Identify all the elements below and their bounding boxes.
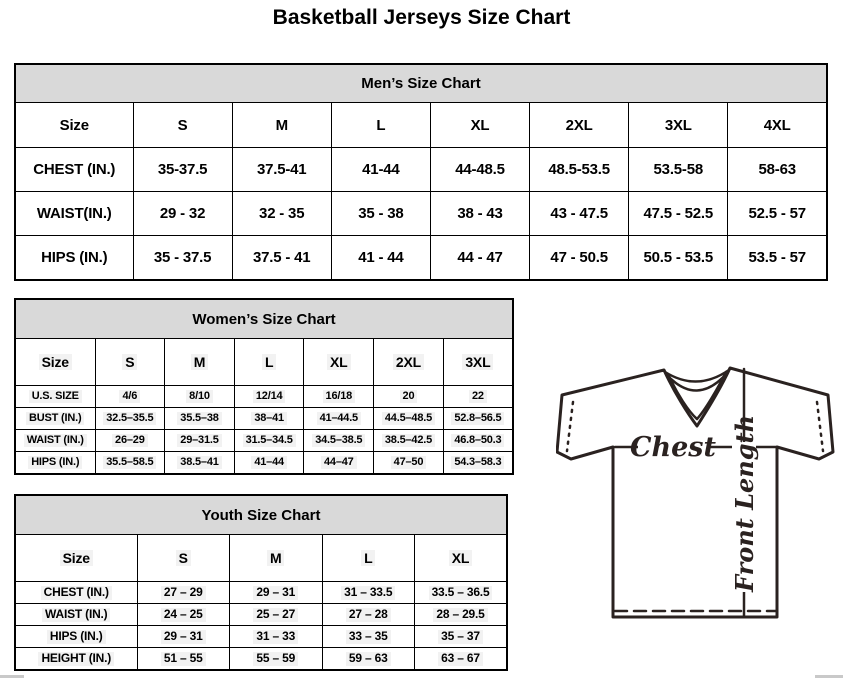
cell-text: 35 - 37.5 [153,249,212,266]
column-header-row [15,103,827,148]
table-title: Youth Size Chart [15,495,507,535]
size-cell [629,148,728,192]
cell-text: 26–29 [112,434,148,447]
cell-text: 29 – 31 [161,630,206,644]
row-label [15,452,95,475]
row-label [15,430,95,452]
size-column-label [15,535,137,582]
cell-text: 20 [400,390,418,403]
cell-text: U.S. SIZE [29,390,82,403]
cell-text: 48.5-53.5 [548,161,610,178]
cell-text: 32.5–35.5 [103,412,156,425]
size-cell [165,408,235,430]
column-header-xl [430,103,529,148]
size-cell [443,386,513,408]
front-length-label: Front Length [730,414,759,592]
size-cell [230,582,323,604]
cell-text: BUST (IN.) [26,412,84,425]
size-cell [443,452,513,475]
size-cell [530,192,629,236]
size-cell [232,192,331,236]
cell-text: 35-37.5 [157,161,208,178]
table-row [15,626,507,648]
cell-text: 41–44.5 [317,412,361,425]
size-cell [728,192,827,236]
size-cell [234,452,304,475]
cell-text: Size [60,550,93,566]
size-cell [530,148,629,192]
cell-text: CHEST (IN.) [33,161,116,178]
cell-text: 35.5–38 [177,412,221,425]
cell-text: 29 – 31 [253,586,298,600]
cell-text: XL [470,116,490,134]
youth-size-chart-table [14,494,508,671]
cell-text: 22 [469,390,487,403]
jersey-measurement-diagram [556,364,838,626]
cell-text: 44-48.5 [455,161,505,178]
size-cell [331,236,430,281]
cell-text: 12/14 [253,390,286,403]
row-label [15,192,133,236]
size-cell [430,148,529,192]
cell-text: 27 – 28 [346,608,391,622]
column-header-row [15,339,513,386]
cell-text: WAIST(IN.) [36,205,112,222]
column-header-l [331,103,430,148]
size-cell [95,408,165,430]
cell-text: 47.5 - 52.5 [643,205,714,222]
cell-text: XL [327,354,351,370]
column-header-l [234,339,304,386]
size-cell [230,626,323,648]
size-cell [95,386,165,408]
size-cell [95,452,165,475]
cell-text: 29 - 32 [159,205,206,222]
cell-text: 3XL [462,354,493,370]
cell-text: 58-63 [758,161,796,178]
size-cell [230,648,323,671]
size-cell [322,648,415,671]
cell-text: 38.5–41 [177,456,221,469]
size-cell [430,192,529,236]
size-cell [133,192,232,236]
cell-text: 31 – 33 [253,630,298,644]
column-header-row [15,535,507,582]
right-cuff-stitch [817,402,823,451]
cell-text: 53.5-58 [653,161,704,178]
size-cell [374,430,444,452]
size-cell [629,236,728,281]
table-title: Women’s Size Chart [15,299,513,339]
size-cell [728,236,827,281]
size-cell [331,192,430,236]
cell-text: 47 - 50.5 [550,249,608,266]
size-cell [374,408,444,430]
table-title: Men’s Size Chart [15,64,827,103]
cell-text: 54.3–58.3 [451,456,504,469]
size-cell [415,582,508,604]
size-cell [629,192,728,236]
cell-text: 51 – 55 [161,652,206,666]
cell-text: 44.5–48.5 [382,412,435,425]
column-header-l [322,535,415,582]
cell-text: 4/6 [119,390,140,403]
cell-text: M [267,550,284,566]
table-row [15,236,827,281]
size-cell [374,386,444,408]
size-cell [415,604,508,626]
size-cell [374,452,444,475]
left-cuff-stitch [567,402,573,451]
cell-text: 37.5 - 41 [253,249,311,266]
size-cell [322,604,415,626]
size-cell [165,430,235,452]
cell-text: 2XL [393,354,424,370]
chest-label: Chest [630,432,716,463]
size-cell [304,408,374,430]
size-cell [165,386,235,408]
cell-text: WAIST (IN.) [24,434,87,447]
cell-text: 38.5–42.5 [382,434,435,447]
row-label [15,582,137,604]
size-cell [530,236,629,281]
cell-text: 32 - 35 [259,205,305,222]
cell-text: L [376,116,386,134]
page-title: Basketball Jerseys Size Chart [272,6,571,29]
table-row [15,148,827,192]
row-label [15,648,137,671]
cell-text: 16/18 [323,390,356,403]
size-column-label [15,103,133,148]
size-cell [133,148,232,192]
cell-text: 28 – 29.5 [433,608,487,622]
cell-text: 33 – 35 [346,630,391,644]
size-cell [232,236,331,281]
size-cell [133,236,232,281]
column-header-s [133,103,232,148]
row-label [15,604,137,626]
cell-text: 2XL [565,116,593,134]
size-cell [232,148,331,192]
size-cell [415,626,508,648]
cell-text: Size [39,354,72,370]
column-header-m [232,103,331,148]
cell-text: 43 - 47.5 [550,205,608,222]
column-header-m [165,339,235,386]
cell-text: L [361,550,375,566]
cell-text: 25 – 27 [253,608,298,622]
cell-text: 41-44 [362,161,400,178]
size-cell [137,582,230,604]
cell-text: XL [449,550,473,566]
column-header-2xl [374,339,444,386]
jersey-outline-path [557,368,833,617]
row-label [15,148,133,192]
cell-text: 35 - 38 [358,205,404,222]
column-header-m [230,535,323,582]
size-cell [234,430,304,452]
cell-text: 3XL [664,116,692,134]
table-title-row [15,64,827,103]
size-cell [234,408,304,430]
cell-text: 47–50 [391,456,427,469]
cell-text: S [177,116,188,134]
cell-text: M [275,116,288,134]
table-title-row [15,495,507,535]
size-cell [443,408,513,430]
table-row [15,408,513,430]
size-cell [430,236,529,281]
column-header-xl [304,339,374,386]
size-cell [322,626,415,648]
cell-text: 24 – 25 [161,608,206,622]
cell-text: 63 – 67 [438,652,483,666]
column-header-3xl [629,103,728,148]
cell-text: 34.5–38.5 [312,434,365,447]
cell-text: S [176,550,191,566]
cell-text: 50.5 - 53.5 [643,249,714,266]
column-header-2xl [530,103,629,148]
row-label [15,236,133,281]
cell-text: 52.5 - 57 [748,205,806,222]
cell-text: 8/10 [186,390,213,403]
scrollbar-fragment-left[interactable] [0,675,24,678]
cell-text: WAIST (IN.) [42,608,110,622]
cell-text: 27 – 29 [161,586,206,600]
table-row [15,604,507,626]
row-label [15,408,95,430]
column-header-xl [415,535,508,582]
cell-text: M [191,354,208,370]
cell-text: 4XL [763,116,791,134]
cell-text: 52.8–56.5 [451,412,504,425]
cell-text: 44 - 47 [457,249,503,266]
cell-text: 55 – 59 [253,652,298,666]
table-row [15,648,507,671]
size-cell [234,386,304,408]
cell-text: 41–44 [251,456,287,469]
table-title-row [15,299,513,339]
size-cell [322,582,415,604]
cell-text: Size [59,116,89,134]
size-cell [137,626,230,648]
size-cell [304,430,374,452]
cell-text: 53.5 - 57 [748,249,806,266]
row-label [15,386,95,408]
cell-text: 59 – 63 [346,652,391,666]
cell-text: CHEST (IN.) [41,586,112,600]
cell-text: HEIGHT (IN.) [38,652,114,666]
size-cell [304,386,374,408]
cell-text: 35.5–58.5 [103,456,156,469]
mens-size-chart-table [14,63,828,281]
size-column-label [15,339,95,386]
column-header-4xl [728,103,827,148]
cell-text: 46.8–50.3 [451,434,504,447]
size-cell [137,604,230,626]
size-cell [230,604,323,626]
scrollbar-fragment-right[interactable] [815,675,843,678]
row-label [15,626,137,648]
table-row [15,192,827,236]
size-cell [415,648,508,671]
cell-text: 29–31.5 [177,434,221,447]
table-row [15,386,513,408]
table-row [15,582,507,604]
cell-text: 38 - 43 [457,205,503,222]
cell-text: L [262,354,276,370]
cell-text: HIPS (IN.) [47,630,106,644]
column-header-s [137,535,230,582]
cell-text: HIPS (IN.) [41,249,108,266]
size-cell [165,452,235,475]
cell-text: 41 - 44 [358,249,404,266]
table-row [15,430,513,452]
cell-text: 35 – 37 [438,630,483,644]
womens-size-chart-table [14,298,514,475]
size-cell [728,148,827,192]
column-header-3xl [443,339,513,386]
size-cell [95,430,165,452]
cell-text: 31.5–34.5 [243,434,296,447]
column-header-s [95,339,165,386]
size-cell [137,648,230,671]
size-cell [304,452,374,475]
size-cell [443,430,513,452]
cell-text: 38–41 [251,412,287,425]
cell-text: 31 – 33.5 [341,586,395,600]
table-row [15,452,513,475]
cell-text: 44–47 [321,456,357,469]
size-cell [331,148,430,192]
cell-text: HIPS (IN.) [28,456,82,469]
cell-text: 33.5 – 36.5 [429,586,493,600]
cell-text: S [122,354,137,370]
cell-text: 37.5-41 [256,161,307,178]
